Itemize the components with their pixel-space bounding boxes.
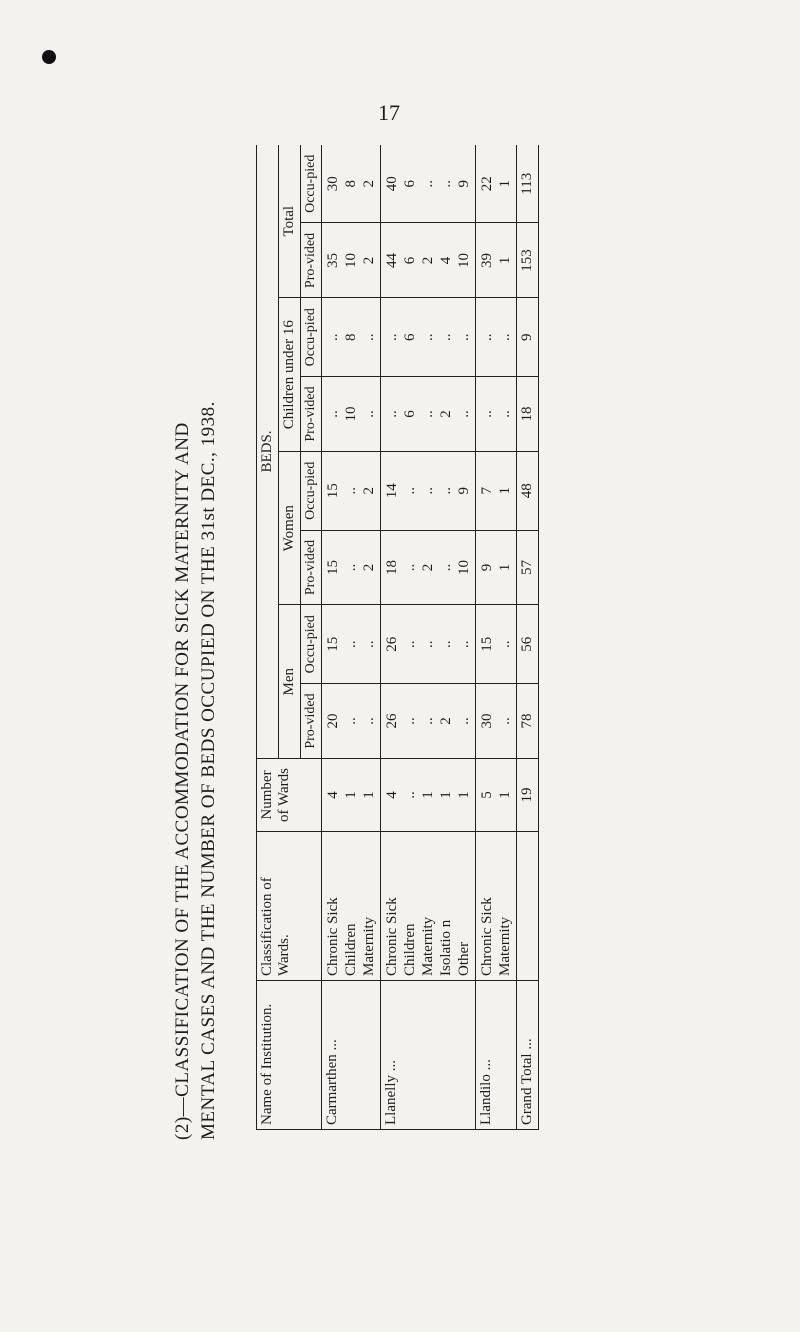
value-child-occ: .. (420, 333, 436, 341)
value-wards: .. (402, 791, 418, 799)
value-men-prov: 2 (438, 717, 454, 725)
value-women-occ: 14 (384, 483, 400, 499)
table-title (170, 140, 222, 1140)
cell-child-prov (322, 377, 381, 452)
value-women-occ: .. (438, 487, 454, 495)
value-women-prov: 2 (361, 563, 377, 572)
value-women-occ: 9 (456, 487, 472, 495)
cell-men-prov (381, 684, 476, 759)
header-men-occupied: Occu-pied (301, 605, 322, 684)
value-total-occ: 2 (361, 180, 377, 188)
page-number: 17 (378, 100, 400, 125)
table-row (476, 145, 517, 1130)
grand-total-classification-blank (517, 832, 539, 981)
rotated-page-content (170, 140, 800, 1140)
value-wards: 1 (438, 791, 454, 799)
ward-classification: Maternity (361, 916, 377, 976)
value-men-prov: 26 (384, 713, 400, 729)
cell-wards (381, 759, 476, 832)
value-total-prov: 39 (479, 252, 495, 268)
ward-classification: Isolatio n (438, 919, 454, 976)
value-women-occ: .. (420, 487, 436, 495)
value-child-prov: .. (479, 410, 495, 418)
cell-wards (476, 759, 517, 832)
cell-wards (322, 759, 381, 832)
grand-total-women-prov: 57 (517, 530, 539, 605)
value-child-occ: .. (361, 333, 377, 341)
cell-child-prov (381, 377, 476, 452)
value-total-prov: 6 (402, 256, 418, 265)
beds-table (256, 145, 539, 1130)
cell-women-occ (381, 451, 476, 530)
value-total-occ: 40 (384, 176, 400, 192)
cell-men-occ (476, 605, 517, 684)
value-child-prov: .. (361, 410, 377, 418)
ward-classification: Chronic Sick (479, 897, 495, 976)
value-child-prov: .. (420, 410, 436, 418)
value-men-occ: .. (497, 640, 513, 649)
value-men-occ: .. (361, 640, 377, 649)
value-men-prov: .. (420, 717, 436, 725)
cell-men-prov (476, 684, 517, 759)
cell-men-occ (322, 605, 381, 684)
header-children-provided: Pro-vided (301, 377, 322, 452)
value-total-occ: 8 (343, 180, 359, 188)
value-total-occ: 9 (456, 180, 472, 188)
value-wards: 5 (479, 791, 495, 799)
cell-total-prov (476, 223, 517, 298)
grand-total-total-occ: 113 (517, 145, 539, 223)
value-wards: 1 (420, 791, 436, 799)
value-total-prov: 10 (343, 252, 359, 268)
cell-women-occ (322, 451, 381, 530)
header-classification: Classification of Wards. (257, 832, 322, 981)
value-men-occ: .. (438, 640, 454, 649)
grand-total-men-occ: 56 (517, 605, 539, 684)
value-total-occ: 1 (497, 180, 513, 188)
value-wards: 1 (456, 791, 472, 799)
ward-classification: Children (343, 923, 359, 976)
value-child-prov: .. (325, 410, 341, 418)
header-total-provided: Pro-vided (301, 223, 322, 298)
header-women-occupied: Occu-pied (301, 451, 322, 530)
value-child-occ: .. (384, 333, 400, 341)
table-row (381, 145, 476, 1130)
value-child-occ: .. (325, 333, 341, 341)
value-total-prov: 35 (325, 252, 341, 268)
value-women-occ: 15 (325, 483, 341, 499)
grand-total-row (517, 145, 539, 1130)
value-total-prov: 1 (497, 256, 513, 265)
grand-total-total-prov: 153 (517, 223, 539, 298)
value-total-prov: 4 (438, 256, 454, 265)
header-number-of-wards: Number of Wards (257, 759, 322, 832)
value-men-prov: 20 (325, 713, 341, 729)
header-total: Total (279, 145, 301, 298)
cell-total-occ (322, 145, 381, 223)
header-name-of-institution: Name of Institution. (257, 981, 322, 1130)
value-wards: 1 (497, 791, 513, 799)
value-child-occ: .. (497, 333, 513, 341)
ward-classification-cell (381, 832, 476, 981)
cell-men-prov (322, 684, 381, 759)
header-women-provided: Pro-vided (301, 530, 322, 605)
value-men-occ: 26 (384, 636, 400, 652)
ward-classification-cell (476, 832, 517, 981)
value-men-prov: .. (402, 717, 418, 725)
value-total-prov: 10 (456, 252, 472, 268)
ward-classification: Chronic Sick (325, 897, 341, 976)
header-men-provided: Pro-vided (301, 684, 322, 759)
header-men: Men (279, 605, 301, 759)
institution-name: Llandilo ... (476, 981, 517, 1130)
cell-child-occ (322, 298, 381, 377)
value-total-prov: 44 (384, 252, 400, 268)
cell-total-prov (381, 223, 476, 298)
header-total-occupied: Occu-pied (301, 145, 322, 223)
header-women: Women (279, 451, 301, 605)
cell-child-occ (381, 298, 476, 377)
value-men-occ: .. (343, 640, 359, 649)
cell-women-occ (476, 451, 517, 530)
ward-classification: Chronic Sick (384, 897, 400, 976)
value-women-prov: 18 (384, 560, 400, 576)
value-women-occ: 2 (361, 487, 377, 495)
header-beds: BEDS. (257, 145, 279, 759)
value-total-occ: 6 (402, 180, 418, 188)
value-men-occ: .. (420, 640, 436, 649)
value-men-occ: 15 (479, 636, 495, 652)
value-total-occ: 22 (479, 176, 495, 192)
value-women-occ: .. (402, 487, 418, 495)
value-child-prov: .. (497, 410, 513, 418)
value-wards: 1 (343, 791, 359, 799)
cell-women-prov (322, 530, 381, 605)
value-child-prov: 10 (343, 406, 359, 422)
value-child-prov: 6 (402, 410, 418, 418)
cell-child-prov (476, 377, 517, 452)
grand-total-child-occ: 9 (517, 298, 539, 377)
cell-women-prov (476, 530, 517, 605)
cell-women-prov (381, 530, 476, 605)
ward-classification-cell (322, 832, 381, 981)
value-child-occ: .. (456, 333, 472, 341)
value-women-prov: .. (438, 563, 454, 572)
title-line-1: (2)—CLASSIFICATION OF THE ACCOMMODATION FOR SICK MATERNITY AND (172, 422, 193, 1140)
cell-total-prov (322, 223, 381, 298)
value-men-occ: 15 (325, 636, 341, 652)
value-wards: 1 (361, 791, 377, 799)
value-women-prov: 15 (325, 560, 341, 576)
ward-classification: Children (402, 923, 418, 976)
value-women-prov: 10 (456, 560, 472, 576)
cell-total-occ (476, 145, 517, 223)
header-children-occupied: Occu-pied (301, 298, 322, 377)
value-total-prov: 2 (420, 256, 436, 265)
value-men-prov: .. (497, 717, 513, 725)
value-men-occ: .. (402, 640, 418, 649)
value-women-occ: 7 (479, 487, 495, 495)
value-women-prov: .. (402, 563, 418, 572)
value-child-prov: .. (456, 410, 472, 418)
cell-child-occ (476, 298, 517, 377)
ward-classification: Maternity (497, 916, 513, 976)
value-total-occ: 30 (325, 176, 341, 192)
value-child-occ: .. (479, 333, 495, 341)
value-child-occ: 6 (402, 333, 418, 341)
grand-total-label: Grand Total ... (517, 981, 539, 1130)
value-total-occ: .. (438, 180, 454, 188)
grand-total-child-prov: 18 (517, 377, 539, 452)
value-women-prov: 9 (479, 563, 495, 572)
header-children: Children under 16 (279, 298, 301, 452)
value-child-occ: .. (438, 333, 454, 341)
value-men-prov: .. (361, 717, 377, 725)
title-line-2: MENTAL CASES AND THE NUMBER OF BEDS OCCUPIED ON THE 31st DEC., 1938. (198, 401, 219, 1140)
ward-classification: Other (456, 941, 472, 976)
value-men-prov: .. (343, 717, 359, 725)
cell-total-occ (381, 145, 476, 223)
value-men-prov: .. (456, 717, 472, 725)
value-total-prov: 2 (361, 256, 377, 265)
value-women-prov: .. (343, 563, 359, 572)
value-child-prov: .. (384, 410, 400, 418)
cell-men-occ (381, 605, 476, 684)
value-women-occ: 1 (497, 487, 513, 495)
value-women-prov: 2 (420, 563, 436, 572)
table-row (322, 145, 381, 1130)
value-women-prov: 1 (497, 563, 513, 572)
beds-table-body (322, 145, 539, 1130)
value-men-occ: .. (456, 640, 472, 649)
institution-name: Carmarthen ... (322, 981, 381, 1130)
value-women-occ: .. (343, 487, 359, 495)
grand-total-wards: 19 (517, 759, 539, 832)
grand-total-women-occ: 48 (517, 451, 539, 530)
institution-name: Llanelly ... (381, 981, 476, 1130)
value-child-prov: 2 (438, 410, 454, 418)
value-wards: 4 (325, 791, 341, 799)
ward-classification: Maternity (420, 916, 436, 976)
value-total-occ: .. (420, 180, 436, 188)
value-wards: 4 (384, 791, 400, 799)
punch-hole-mark (42, 50, 56, 64)
value-child-occ: 8 (343, 333, 359, 341)
grand-total-men-prov: 78 (517, 684, 539, 759)
value-men-prov: 30 (479, 713, 495, 729)
